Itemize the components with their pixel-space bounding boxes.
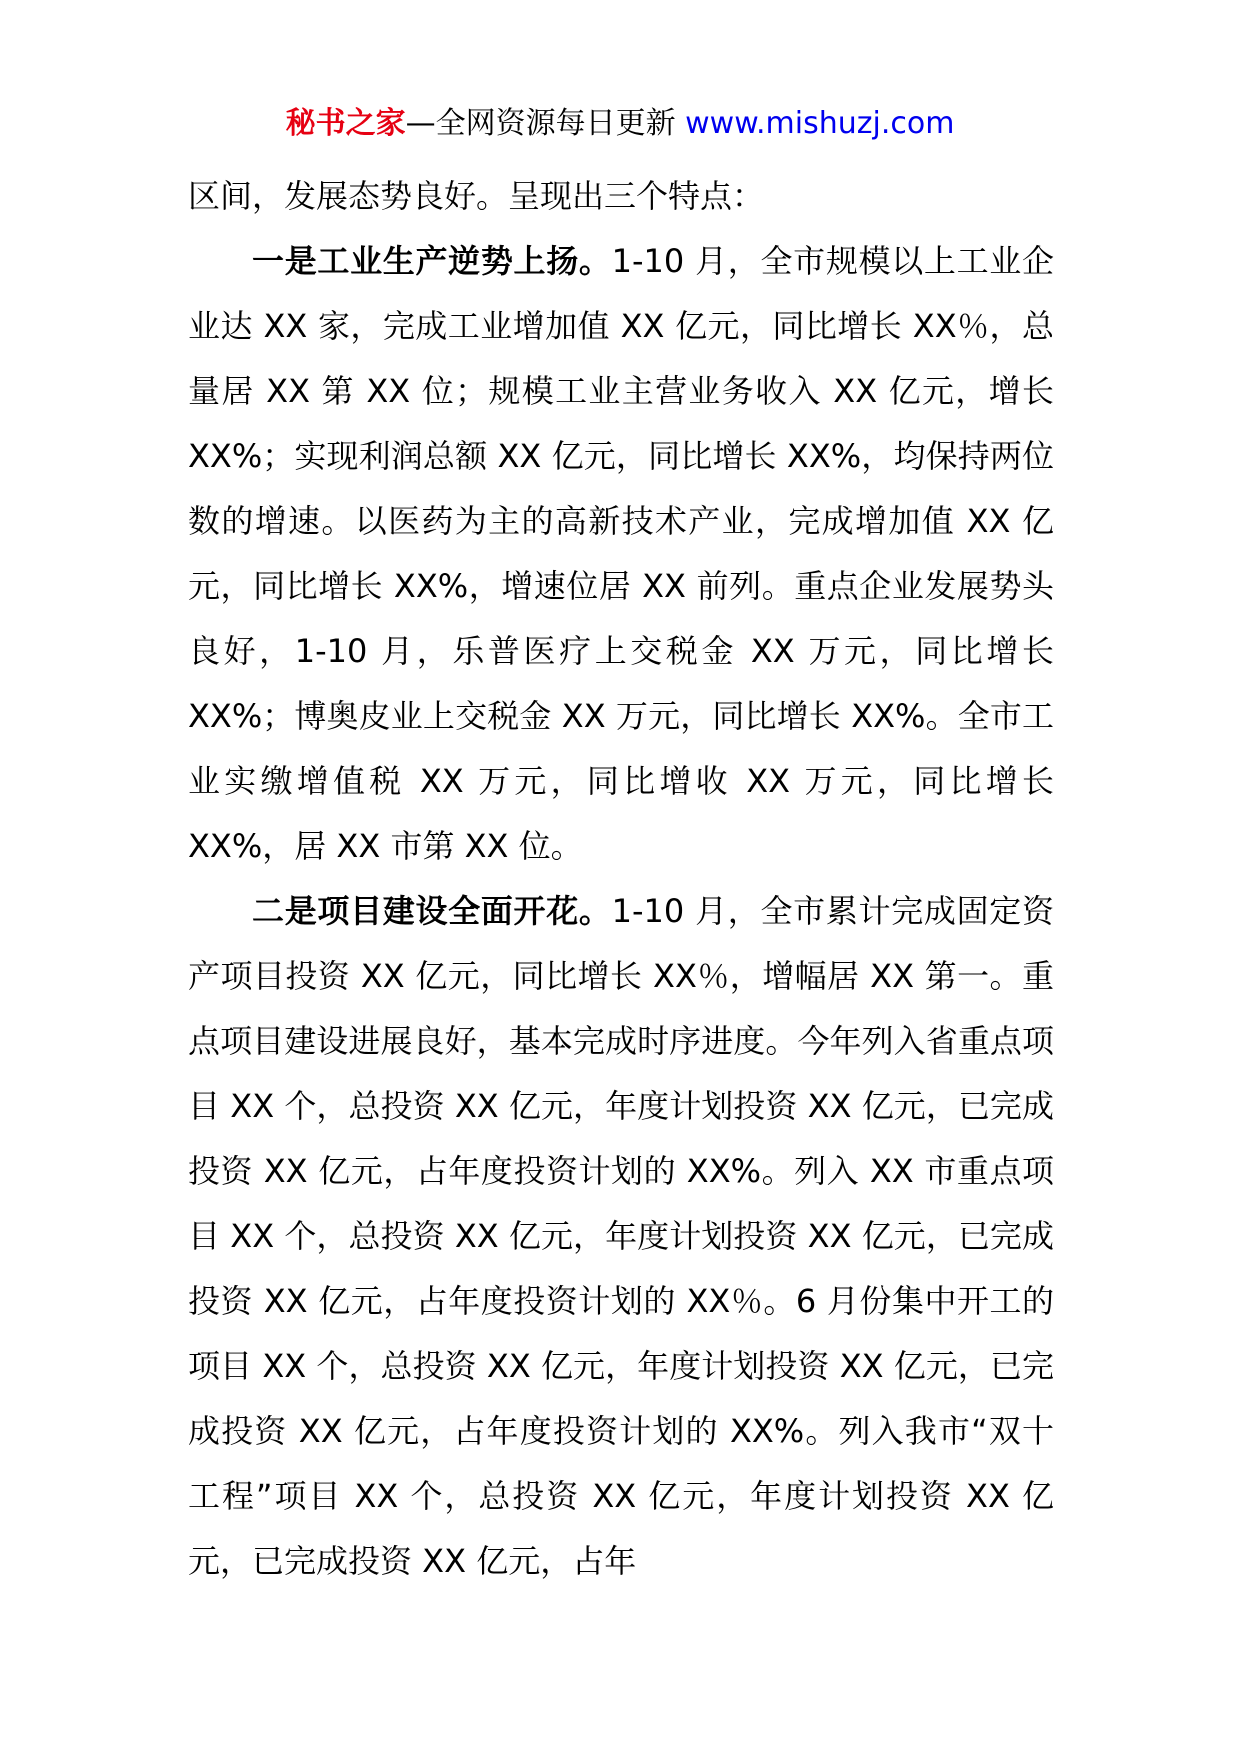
paragraph-text: 1-10 月，全市规模以上工业企业达 XX 家，完成工业增加值 XX 亿元，同比增长 XX％，总量居 XX 第 XX 位；规模工业主营业务收入 XX 亿元，增长 XX%；实现利润总额 XX 亿元，同比增长 XX%，均保持两位数的增速。以医药为主的高新技术产业，完成增加值 XX 亿元，同比增长 XX%，增速位居 XX 前列。重点企业发展势头良好，1-10 月，乐普医疗上交税金 XX 万元，同比增长 XX%；博奥皮业上交税金 XX 万元，同比增长 XX%。全市工业实缴增值税 XX 万元，同比增收 XX 万元，同比增长 XX%，居 XX 市第 XX 位。 [188, 242, 1054, 865]
paragraph-industry [188, 229, 1054, 879]
website-link[interactable]: www.mishuzj.com [685, 106, 955, 141]
document-body [188, 164, 1054, 1594]
paragraph-text: 1-10 月，全市累计完成固定资产项目投资 XX 亿元，同比增长 XX％，增幅居 XX 第一。重点项目建设进展良好，基本完成时序进度。今年列入省重点项目 XX 个，总投资 XX 亿元，年度计划投资 XX 亿元，已完成投资 XX 亿元，占年度投资计划的 XX%。列入 XX 市重点项目 XX 个，总投资 XX 亿元，年度计划投资 XX 亿元，已完成投资 XX 亿元，占年度投资计划的 XX％。6 月份集中开工的项目 XX 个，总投资 XX 亿元，年度计划投资 XX 亿元，已完成投资 XX 亿元，占年度投资计划的 XX%。列入我市“双十工程”项目 XX 个，总投资 XX 亿元，年度计划投资 XX 亿元，已完成投资 XX 亿元，占年 [188, 892, 1054, 1580]
page-header [0, 104, 1240, 144]
brand-name: 秘书之家 [285, 106, 406, 141]
paragraph-lead-heading: 一是工业生产逆势上扬。 [252, 242, 612, 280]
header-tagline: —全网资源每日更新 [405, 106, 686, 141]
paragraph-intro [188, 164, 1054, 229]
paragraph-projects [188, 879, 1054, 1594]
paragraph-lead-heading: 二是项目建设全面开花。 [252, 892, 612, 930]
paragraph-text: 区间，发展态势良好。呈现出三个特点： [188, 177, 765, 215]
